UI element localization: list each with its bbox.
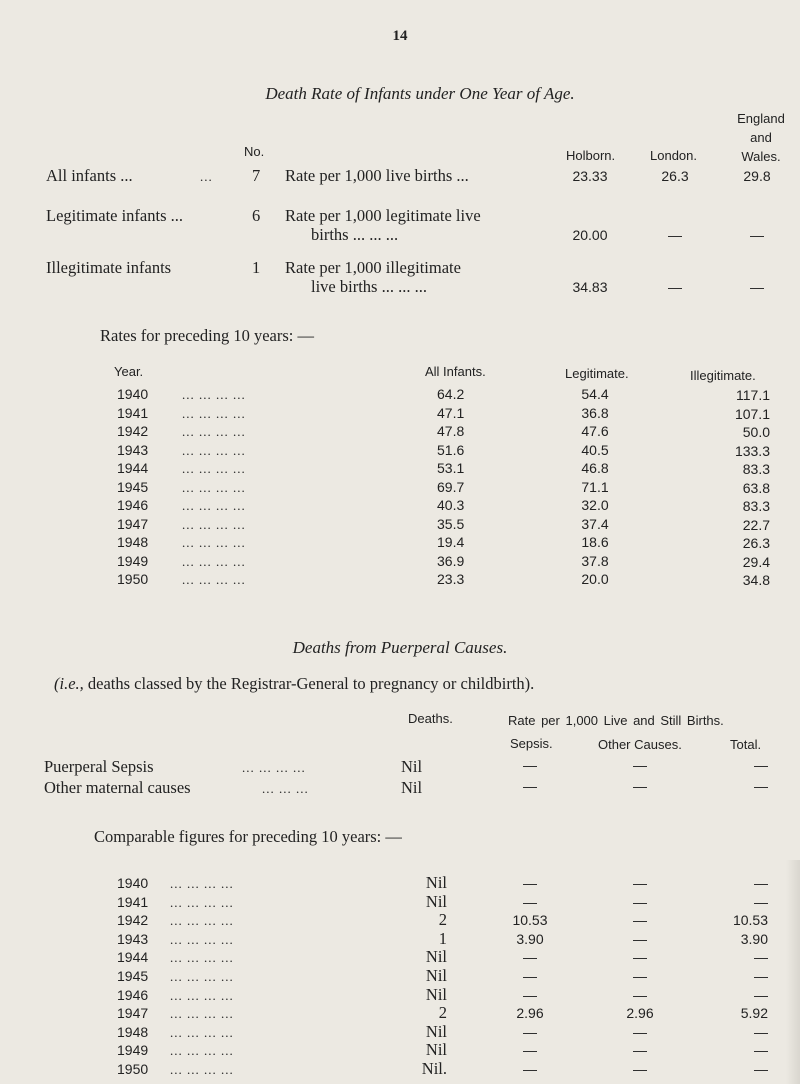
illegitimate-rate: 22.7	[742, 516, 770, 533]
illegitimate-rate: 29.4	[742, 553, 770, 570]
dot-leader: ... ... ... ...	[170, 913, 234, 929]
dot-leader: ... ... ... ...	[182, 387, 246, 402]
other-causes-value: —	[633, 1023, 647, 1040]
illegitimate-rate: 63.8	[742, 479, 770, 496]
infant-title: Death Rate of Infants under One Year of Age.	[265, 84, 575, 103]
year: 1940	[117, 875, 149, 891]
sepsis-value: —	[523, 893, 537, 910]
legitimate-rate: 37.4	[581, 515, 609, 532]
illegitimate-rate: 83.3	[742, 498, 770, 514]
all-infants-rate: 47.1	[437, 404, 465, 421]
all-infants-rate: 51.6	[437, 441, 465, 458]
other-causes-value: —	[633, 912, 647, 929]
all-infants-rate: 40.3	[437, 497, 465, 513]
puerperal-subtitle: (i.e., deaths classed by the Registrar-General to pregnancy or childbirth).	[54, 674, 535, 693]
legitimate-rate: 46.8	[581, 460, 609, 476]
year: 1943	[117, 930, 149, 947]
other-causes-value: —	[633, 949, 647, 966]
total-value: —	[754, 1023, 768, 1040]
legitimate-rate: 54.4	[581, 386, 609, 402]
legitimate-rate: 71.1	[581, 478, 609, 495]
deaths-value: Nil	[425, 1040, 447, 1060]
holborn-value: 23.33	[572, 168, 608, 184]
london-value: —	[668, 227, 682, 243]
sepsis-value: —	[523, 1042, 537, 1059]
other-causes-value: —	[633, 986, 647, 1003]
all-infants-rate: 19.4	[437, 534, 465, 550]
legitimate-rate: 37.8	[581, 552, 609, 569]
other-causes-value: —	[633, 968, 647, 984]
year: 1942	[117, 912, 149, 929]
all-infants-rate: 35.5	[437, 515, 465, 532]
row-count: 6	[252, 206, 261, 225]
legitimate-rate: 18.6	[581, 534, 609, 550]
header-total: Total.	[730, 737, 762, 752]
legitimate-rate: 36.8	[581, 404, 609, 421]
year: 1950	[117, 571, 149, 587]
illegitimate-rate: 83.3	[742, 461, 770, 477]
year: 1941	[117, 404, 149, 421]
all-infants-rate: 53.1	[437, 460, 465, 476]
dot-leader: ... ... ... ...	[170, 894, 234, 910]
dot-leader: ... ... ... ...	[182, 553, 246, 569]
dot-leader: ... ... ... ...	[170, 931, 234, 947]
legitimate-rate: 20.0	[581, 571, 609, 587]
deaths-value: Nil	[425, 873, 447, 892]
year: 1941	[117, 893, 149, 910]
legitimate-rate: 47.6	[581, 423, 609, 439]
legitimate-rate: 32.0	[581, 497, 609, 513]
deaths-value: 1	[438, 928, 447, 948]
sepsis-value: —	[523, 778, 537, 794]
header-legitimate: Legitimate.	[565, 366, 629, 381]
dot-leader: ... ... ... ...	[182, 516, 246, 532]
header-illegitimate: Illegitimate.	[690, 368, 756, 383]
other-causes-value: —	[633, 757, 647, 773]
year: 1944	[117, 949, 149, 966]
header-england-wales: England and Wales.	[737, 111, 785, 164]
illegitimate-rate: 26.3	[742, 535, 770, 551]
illegitimate-rate: 50.0	[742, 424, 770, 440]
dot-leader: ... ... ... ...	[182, 479, 246, 495]
row-description: Rate per 1,000 illegitimate	[285, 258, 461, 277]
london-value: 26.3	[661, 168, 689, 184]
header-all-infants: All Infants.	[425, 364, 486, 379]
deaths-value: Nil	[425, 947, 447, 967]
dot-leader: ... ... ... ...	[170, 950, 234, 966]
all-infants-rate: 69.7	[437, 478, 465, 495]
row-count: 1	[252, 258, 261, 277]
holborn-value: 20.00	[572, 227, 608, 243]
puerperal-title: Deaths from Puerperal Causes.	[292, 638, 508, 657]
deaths-value: 2	[438, 910, 447, 930]
dot-leader: ... ... ... ...	[242, 760, 306, 775]
total-value: —	[754, 949, 768, 966]
illegitimate-rate: 107.1	[734, 405, 770, 422]
year: 1949	[117, 552, 149, 569]
dot-leader: ... ... ... ...	[170, 1062, 234, 1077]
header-other-causes: Other Causes.	[598, 737, 682, 752]
year: 1944	[117, 460, 149, 476]
sepsis-value: —	[523, 1023, 537, 1040]
header-deaths: Deaths.	[408, 711, 453, 726]
header-london: London.	[650, 148, 697, 163]
dot-leader: ... ... ... ...	[182, 498, 246, 513]
dot-leader: ... ... ... ...	[170, 876, 234, 891]
dot-leader: ...	[200, 169, 213, 184]
total-value: 5.92	[740, 1005, 768, 1022]
england-value: —	[750, 227, 764, 243]
sepsis-value: —	[523, 968, 537, 984]
row-label: Illegitimate infants	[46, 258, 172, 277]
comparable-label: Comparable figures for preceding 10 years: —	[94, 827, 402, 846]
year: 1947	[117, 515, 149, 532]
total-value: 10.53	[732, 912, 768, 929]
sepsis-value: —	[523, 986, 537, 1003]
total-value: —	[754, 757, 768, 773]
dot-leader: ... ... ... ...	[170, 1024, 234, 1040]
total-value: 3.90	[740, 930, 768, 947]
header-no: No.	[244, 144, 265, 159]
row-count: 7	[252, 166, 261, 185]
sepsis-value: —	[523, 1061, 537, 1077]
dot-leader: ... ... ... ...	[170, 987, 234, 1003]
dot-leader: ... ... ... ...	[182, 442, 246, 458]
other-causes-value: —	[633, 930, 647, 947]
deaths-value: Nil	[425, 966, 447, 985]
year: 1940	[117, 386, 149, 402]
row-description: births ... ... ...	[311, 225, 399, 244]
header-year: Year.	[114, 364, 144, 379]
header-rate-line: Rate per 1,000 Live and Still Births.	[508, 713, 724, 728]
year: 1946	[117, 986, 149, 1003]
illegitimate-rate: 117.1	[736, 387, 770, 403]
sepsis-value: 10.53	[512, 912, 548, 929]
total-value: —	[754, 1042, 768, 1059]
year: 1945	[117, 478, 149, 495]
deaths-value: Nil	[401, 757, 423, 776]
year: 1948	[117, 534, 149, 550]
header-holborn: Holborn.	[566, 148, 616, 163]
dot-leader: ... ... ... ...	[182, 572, 246, 587]
total-value: —	[754, 778, 768, 794]
dot-leader: ... ... ... ...	[170, 969, 234, 984]
row-label: All infants ...	[46, 166, 133, 185]
dot-leader: ... ... ...	[262, 781, 309, 796]
sepsis-value: —	[523, 875, 537, 891]
dot-leader: ... ... ... ...	[182, 535, 246, 550]
page-number: 14	[392, 28, 408, 44]
dot-leader: ... ... ... ...	[182, 461, 246, 476]
london-value: —	[668, 279, 682, 295]
year: 1943	[117, 441, 149, 458]
year: 1948	[117, 1023, 149, 1040]
page-edge-shadow	[786, 860, 800, 1084]
other-causes-value: —	[633, 778, 647, 794]
total-value: —	[754, 968, 768, 984]
deaths-value: Nil	[425, 891, 447, 911]
other-causes-value: —	[633, 875, 647, 891]
england-value: 29.8	[743, 168, 771, 184]
other-causes-value: 2.96	[626, 1005, 654, 1022]
deaths-value: Nil.	[421, 1059, 447, 1078]
deaths-value: Nil	[425, 984, 447, 1004]
all-infants-rate: 47.8	[437, 423, 465, 439]
total-value: —	[754, 986, 768, 1003]
sepsis-value: 3.90	[516, 930, 544, 947]
all-infants-rate: 36.9	[437, 552, 465, 569]
total-value: —	[754, 875, 768, 891]
dot-leader: ... ... ... ...	[182, 405, 246, 421]
header-sepsis: Sepsis.	[510, 736, 553, 751]
deaths-value: Nil	[401, 778, 423, 797]
year: 1950	[117, 1061, 149, 1077]
all-infants-rate: 64.2	[437, 386, 465, 402]
sepsis-value: 2.96	[516, 1005, 544, 1022]
row-label: Other maternal causes	[44, 778, 191, 797]
total-value: —	[754, 1061, 768, 1077]
year: 1949	[117, 1042, 149, 1059]
row-label: Puerperal Sepsis	[44, 757, 154, 776]
other-causes-value: —	[633, 893, 647, 910]
all-infants-rate: 23.3	[437, 571, 465, 587]
illegitimate-rate: 34.8	[742, 572, 770, 588]
year: 1947	[117, 1005, 149, 1022]
illegitimate-rate: 133.3	[734, 442, 770, 459]
preceding-label: Rates for preceding 10 years: —	[100, 326, 314, 345]
holborn-value: 34.83	[572, 279, 608, 295]
sepsis-value: —	[523, 949, 537, 966]
legitimate-rate: 40.5	[581, 441, 609, 458]
year: 1945	[117, 968, 149, 984]
dot-leader: ... ... ... ...	[170, 1006, 234, 1022]
other-causes-value: —	[633, 1042, 647, 1059]
row-description: live births ... ... ...	[311, 277, 427, 296]
dot-leader: ... ... ... ...	[170, 1043, 234, 1059]
england-value: —	[750, 279, 764, 295]
sepsis-value: —	[523, 757, 537, 773]
row-label: Legitimate infants ...	[46, 206, 184, 225]
total-value: —	[754, 893, 768, 910]
dot-leader: ... ... ... ...	[182, 424, 246, 439]
row-description: Rate per 1,000 live births ...	[285, 166, 469, 185]
deaths-value: 2	[438, 1003, 447, 1023]
other-causes-value: —	[633, 1061, 647, 1077]
row-description: Rate per 1,000 legitimate live	[285, 206, 481, 225]
deaths-value: Nil	[425, 1021, 447, 1041]
year: 1946	[117, 497, 149, 513]
year: 1942	[117, 423, 149, 439]
